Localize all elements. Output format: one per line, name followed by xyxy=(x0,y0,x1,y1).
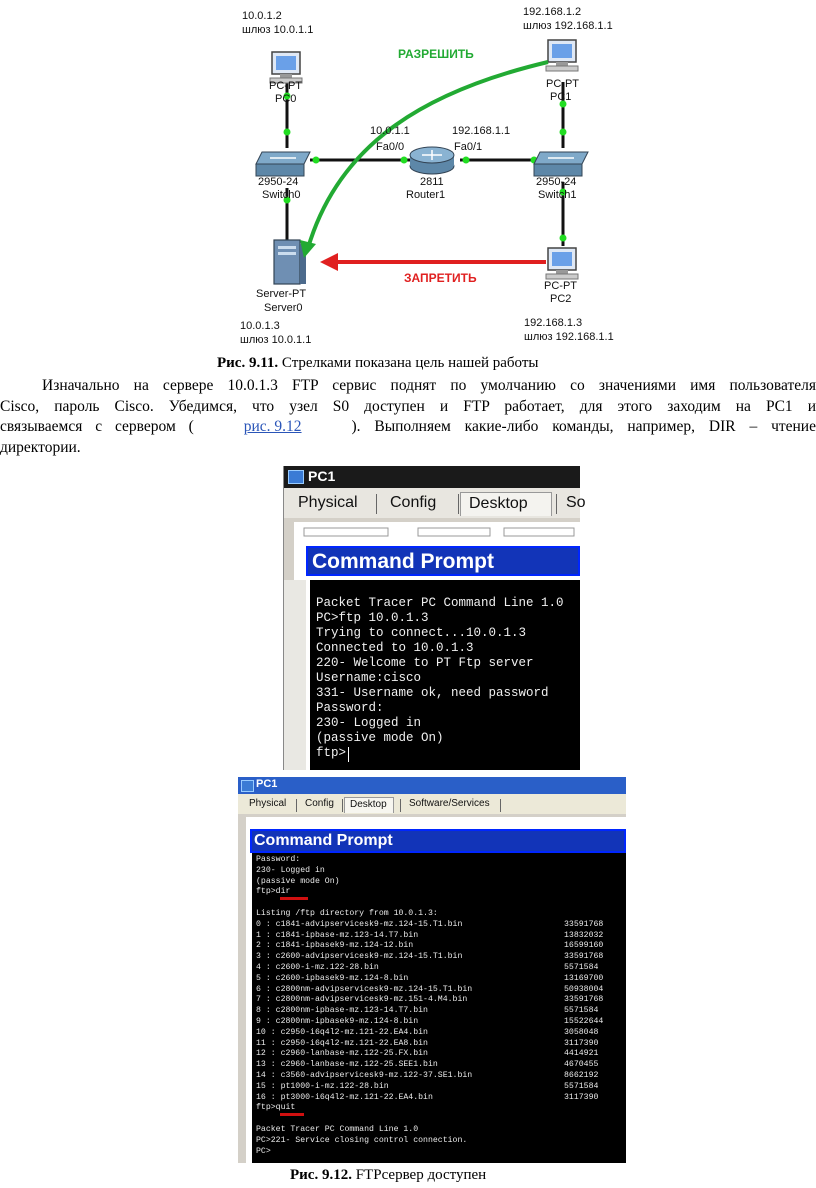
tab-desktop[interactable]: Desktop xyxy=(460,492,552,516)
file-entry-name: 4 : c2600-i-mz.122-28.bin xyxy=(256,963,379,972)
tab-bar xyxy=(284,488,586,518)
tab-desktop[interactable]: Desktop xyxy=(344,797,394,813)
router-left-ip: 10.0.1.1 xyxy=(370,125,410,137)
switch1-icon xyxy=(534,152,588,176)
file-entry-size: 4414921 xyxy=(564,1049,599,1059)
router-right-ip: 192.168.1.1 xyxy=(452,125,511,137)
tab-physical[interactable]: Physical xyxy=(298,494,358,511)
command-prompt-header xyxy=(306,546,580,576)
file-entry-name: 14 : c3560-advipservicesk9-mz.122-37.SE1.bin xyxy=(256,1071,473,1080)
file-entry-name: 2 : c1841-ipbasek9-mz.124-12.bin xyxy=(256,941,414,951)
command-prompt-title: Command Prompt xyxy=(254,832,393,849)
figure-caption-1 xyxy=(217,355,539,372)
caption-1-number: Рис. 9.11. xyxy=(217,355,279,371)
left-gutter xyxy=(284,580,306,770)
pc0-model: PC-PT xyxy=(269,80,302,92)
command-prompt-header xyxy=(250,829,626,853)
screenshot-pc1-ftp-dir xyxy=(238,777,626,1163)
server0-ip: 10.0.1.3 xyxy=(240,320,280,332)
file-entry-size: 13169700 xyxy=(564,973,604,983)
terminal-line: 220- Welcome to PT Ftp server xyxy=(316,656,534,670)
pc1-ip: 192.168.1.2 xyxy=(523,6,582,18)
pc1-model: PC-PT xyxy=(546,78,579,90)
file-entry-name: 12 : c2960-lanbase-mz.122-25.FX.bin xyxy=(256,1049,428,1059)
tab-config[interactable]: Config xyxy=(305,798,334,809)
server0-gateway: шлюз 10.0.1.1 xyxy=(240,334,312,346)
caption-2-number: Рис. 9.12. xyxy=(290,1167,352,1183)
pc0-icon xyxy=(270,52,302,83)
file-entry-size: 16599160 xyxy=(564,941,604,951)
terminal-line: ftp>quit xyxy=(256,1103,296,1113)
terminal-line: Username:cisco xyxy=(316,671,422,685)
para-line-3-pre: связываемся с сервером ( xyxy=(0,418,194,435)
file-entry-size: 8662192 xyxy=(564,1071,599,1080)
terminal-line: ftp>dir xyxy=(256,887,291,897)
file-entry-size: 3117390 xyxy=(564,1092,599,1102)
pc0-ip: 10.0.1.2 xyxy=(242,10,282,22)
text-cursor xyxy=(348,747,349,762)
pc2-ip: 192.168.1.3 xyxy=(524,317,583,329)
file-entry-size: 3058048 xyxy=(564,1027,599,1037)
terminal-prompt: ftp> xyxy=(316,746,347,760)
terminal-line: 230- Logged in xyxy=(316,716,422,730)
file-entry-name: 0 : c1841-advipservicesk9-mz.124-15.T1.bin xyxy=(256,919,463,929)
tab-physical[interactable]: Physical xyxy=(249,798,287,809)
network-diagram xyxy=(230,0,630,350)
router1-icon xyxy=(410,147,454,174)
command-prompt-title: Command Prompt xyxy=(312,550,495,573)
file-entry-size: 5571584 xyxy=(564,1006,599,1016)
pc0-name: PC0 xyxy=(275,93,297,105)
switch0-model: 2950-24 xyxy=(258,176,299,188)
window-titlebar xyxy=(238,777,626,794)
para-line-3-post: ). Выполняем какие-либо команды, например, DIR – чтение xyxy=(351,418,816,435)
server0-icon xyxy=(274,240,306,284)
file-entry-name: 11 : c2950-i6q4l2-mz.121-22.EA8.bin xyxy=(256,1038,428,1048)
router-model: 2811 xyxy=(420,176,444,188)
file-entry-size: 50938004 xyxy=(564,984,604,994)
file-entry-name: 16 : pt3000-i6q4l2-mz.121-22.EA4.bin xyxy=(256,1092,433,1102)
para-line-1: Изначально на сервере 10.0.1.3 FTP сервис поднят по умолчанию со значениями имя пользователя xyxy=(42,377,816,394)
tab-software-services[interactable]: Software/Services xyxy=(409,798,490,809)
terminal-line: PC>ftp 10.0.1.3 xyxy=(316,611,429,625)
switch0-name: Switch0 xyxy=(262,189,301,201)
body-paragraph xyxy=(0,376,816,458)
window-titlebar xyxy=(284,466,580,488)
terminal-line: Packet Tracer PC Command Line 1.0 xyxy=(256,1125,419,1134)
terminal-line: 230- Logged in xyxy=(256,865,325,875)
pc0-gateway: шлюз 10.0.1.1 xyxy=(242,24,314,36)
file-entry-name: 5 : c2600-ipbasek9-mz.124-8.bin xyxy=(256,973,409,983)
file-entry-name: 8 : c2800nm-ipbase-mz.123-14.T7.bin xyxy=(256,1006,428,1016)
file-entry-size: 33591768 xyxy=(564,952,604,962)
pc1-gateway: шлюз 192.168.1.1 xyxy=(523,20,613,32)
terminal-line: (passive mode On) xyxy=(256,876,340,886)
tab-software[interactable]: So xyxy=(566,494,586,511)
figure-caption-2 xyxy=(290,1167,486,1184)
panel-top-edges xyxy=(300,526,580,536)
pc2-gateway: шлюз 192.168.1.1 xyxy=(524,331,614,343)
terminal[interactable] xyxy=(252,853,626,1163)
para-line-4: директории. xyxy=(0,438,81,456)
file-entry-name: 13 : c2960-lanbase-mz.122-25.SEE1.bin xyxy=(256,1060,438,1070)
file-entry-size: 33591768 xyxy=(564,919,604,929)
terminal-line: Password: xyxy=(316,701,384,715)
screenshot-pc1-ftp-login xyxy=(283,466,586,770)
terminal-line: Connected to 10.0.1.3 xyxy=(316,641,474,655)
file-entry-size: 3117390 xyxy=(564,1038,599,1048)
red-underline-dir xyxy=(280,897,308,900)
terminal-line: Listing /ftp directory from 10.0.1.3: xyxy=(256,909,438,918)
terminal[interactable] xyxy=(310,580,580,770)
file-entry-name: 3 : c2600-advipservicesk9-mz.124-15.T1.bin xyxy=(256,952,463,962)
window-title: PC1 xyxy=(256,778,278,790)
terminal-line: 331- Username ok, need password xyxy=(316,686,549,700)
file-entry-size: 5571584 xyxy=(564,1081,599,1091)
file-entry-size: 4670455 xyxy=(564,1060,599,1070)
pc1-name: PC1 xyxy=(550,91,572,103)
file-entry-size: 13832032 xyxy=(564,930,604,940)
file-entry-name: 6 : c2800nm-advipservicesk9-mz.124-15.T1.bin xyxy=(256,984,473,994)
file-entry-name: 15 : pt1000-i-mz.122-28.bin xyxy=(256,1081,389,1091)
file-entry-size: 33591768 xyxy=(564,995,604,1005)
pc1-icon xyxy=(546,40,578,71)
tab-bar xyxy=(238,794,626,814)
deny-label: ЗАПРЕТИТЬ xyxy=(404,271,477,285)
terminal-line: Password: xyxy=(256,855,301,864)
window-title: PC1 xyxy=(308,468,336,484)
switch1-model: 2950-24 xyxy=(536,176,577,188)
terminal-line: PC> xyxy=(256,1146,271,1156)
terminal-line: Trying to connect...10.0.1.3 xyxy=(316,626,527,640)
para-line-2: Cisco, пароль Cisco. Убедимся, что узел S0 доступен и FTP работает, для этого заходим на PC1 и xyxy=(0,397,816,415)
terminal-line: (passive mode On) xyxy=(316,731,444,745)
switch1-name: Switch1 xyxy=(538,189,577,201)
file-entry-size: 15522644 xyxy=(564,1017,604,1026)
terminal-line: PC>221- Service closing control connection. xyxy=(256,1135,468,1145)
server0-model: Server-PT xyxy=(256,288,307,300)
file-entry-name: 9 : c2800nm-ipbasek9-mz.124-8.bin xyxy=(256,1017,419,1026)
terminal-line: Packet Tracer PC Command Line 1.0 xyxy=(316,596,564,610)
router-name: Router1 xyxy=(406,189,446,201)
caption-2-text: FTPсервер доступен xyxy=(351,1167,487,1183)
pc-window-icon xyxy=(241,780,254,792)
pc2-icon xyxy=(546,248,578,279)
caption-1-text: Стрелками показана цель нашей работы xyxy=(278,355,539,371)
file-entry-name: 1 : c1841-ipbase-mz.123-14.T7.bin xyxy=(256,930,419,940)
pc2-model: PC-PT xyxy=(544,280,577,292)
switch0-icon xyxy=(256,152,310,176)
file-entry-name: 7 : c2800nm-advipservicesk9-mz.151-4.M4.bin xyxy=(256,995,468,1005)
pc2-name: PC2 xyxy=(550,293,572,305)
file-entry-name: 10 : c2950-i6q4l2-mz.121-22.EA4.bin xyxy=(256,1027,428,1037)
tab-config[interactable]: Config xyxy=(390,494,437,511)
file-entry-size: 5571584 xyxy=(564,963,599,972)
figure-link[interactable]: рис. 9.12 xyxy=(243,418,302,435)
router-left-if: Fa0/0 xyxy=(376,141,405,153)
allow-label: РАЗРЕШИТЬ xyxy=(398,47,474,61)
pc-window-icon xyxy=(288,470,304,484)
red-underline-quit xyxy=(280,1113,304,1116)
router-right-if: Fa0/1 xyxy=(454,141,483,153)
para-line-3 xyxy=(0,417,816,438)
server0-name: Server0 xyxy=(264,302,303,314)
